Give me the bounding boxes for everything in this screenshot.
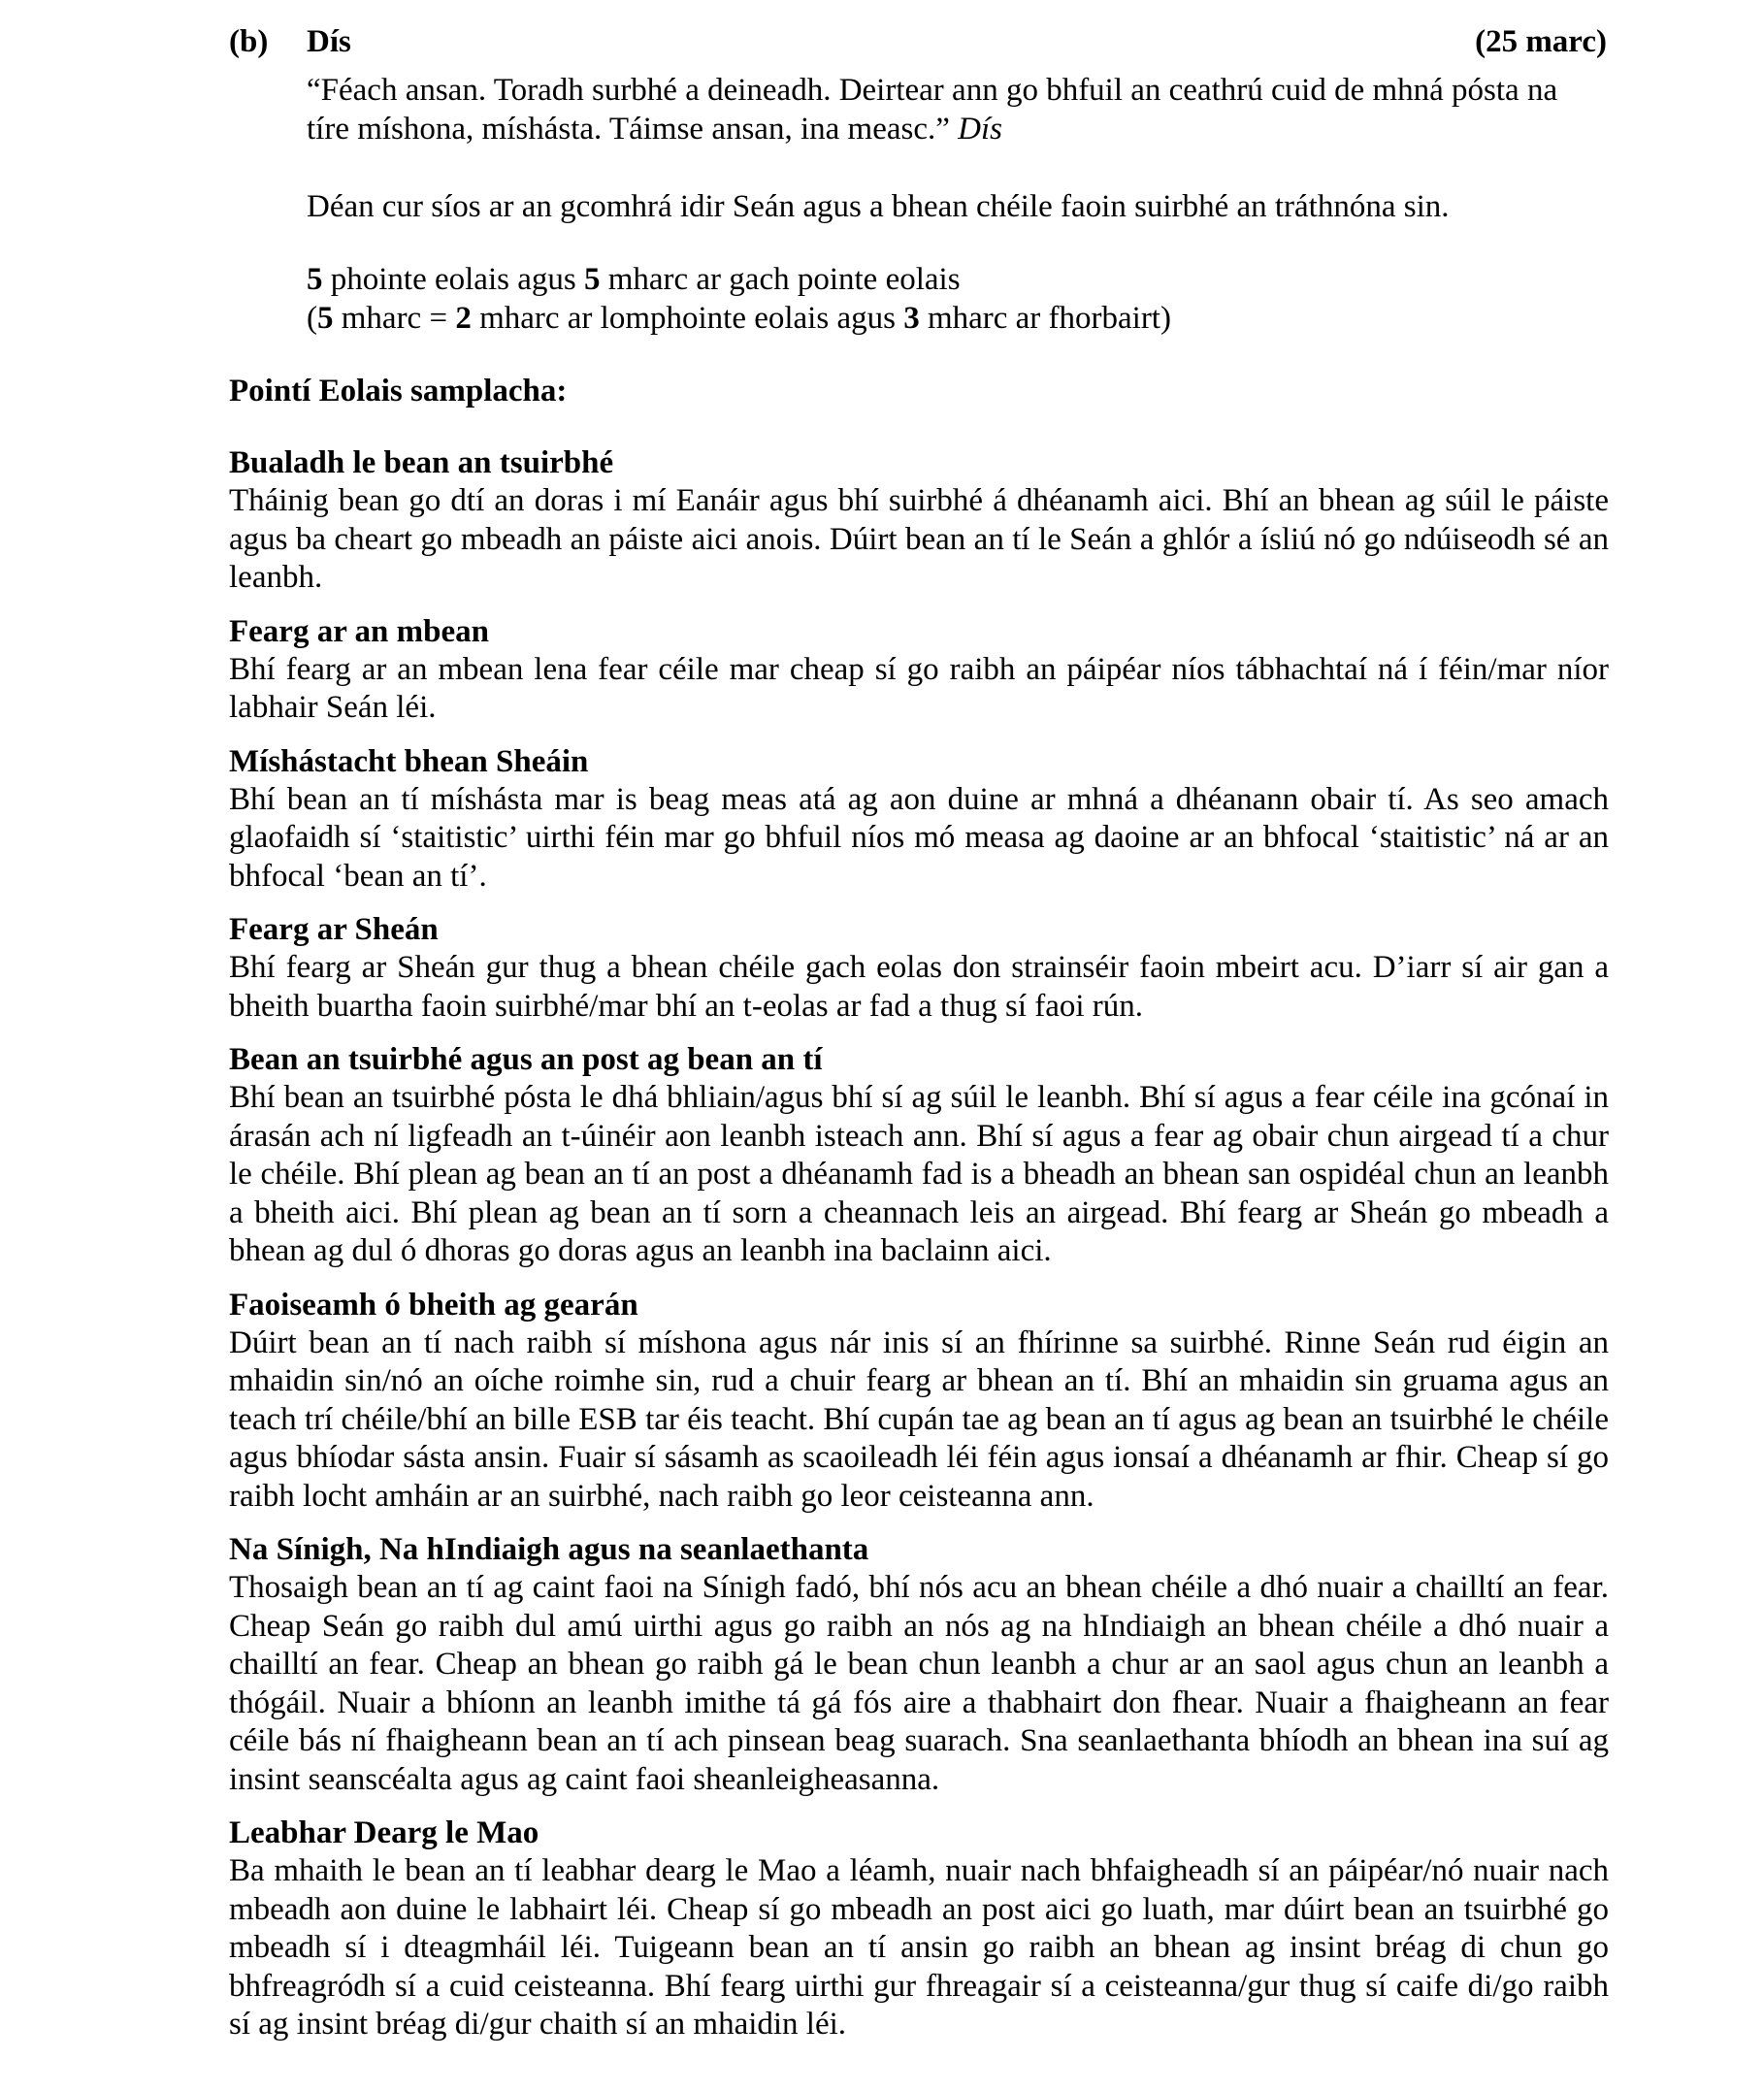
marking-scheme-line-2: (5 mharc = 2 mharc ar lomphointe eolais agus 3 mharc ar fhorbairt) — [307, 301, 1171, 336]
point-body: Bhí fearg ar Sheán gur thug a bhean chéile gach eolas don strainséir faoin mbeirt acu. D’iarr sí air gan a bheith buartha faoin suirbhé/mar bhí an t-eolas ar fad a thug sí faoi rún. — [229, 950, 1609, 1024]
sample-point — [229, 1531, 1609, 1799]
point-heading: Faoiseamh ó bheith ag gearán — [229, 1287, 638, 1323]
point-body: Ba mhaith le bean an tí leabhar dearg le Mao a léamh, nuair nach bhfaigheadh sí an páipéar/nó nuair nach mbeadh aon duine le labhairt léi. Cheap sí go mbeadh an post aici go luath, mar dúirt bean an tsuirbhé go mbeadh sí i dteagmháil léi. Tuigeann bean an tí ansin go raibh an bhean ag insint bréag di chun go bhfreagródh sí a cuid ceisteanna. Bhí fearg uirthi gur fhreagair sí a ceisteanna/gur thug sí caife di/go raibh sí ag insint bréag di/gur chaith sí an mhaidin léi. — [229, 1853, 1609, 2042]
sample-point — [229, 911, 1609, 1026]
question-marks: (25 marc) — [1475, 24, 1607, 59]
point-body: Bhí fearg ar an mbean lena fear céile mar cheap sí go raibh an páipéar níos tábhachtaí ná í féin/mar níor labhair Seán léi. — [229, 651, 1609, 725]
quote-paragraph — [307, 71, 1607, 148]
task-instruction: Déan cur síos ar an gcomhrá idir Seán agus a bhean chéile faoin suirbhé an tráthnóna sin. — [307, 189, 1450, 224]
point-body: Bhí bean an tí míshásta mar is beag meas atá ag aon duine ar mhná a dhéanann obair tí. As seo amach glaofaidh sí ‘staitistic’ uirthi féin mar go bhfuil níos mó measa ag daoine ar an bhfocal ‘staitistic’ ná ar an bhfocal ‘bean an tí’. — [229, 781, 1609, 894]
sample-point — [229, 1287, 1609, 1517]
sample-point — [229, 613, 1609, 728]
sample-points-title: Pointí Eolais samplacha: — [229, 374, 568, 409]
sample-point — [229, 743, 1609, 897]
question-title: Dís — [307, 24, 351, 59]
quote-source: Dís — [958, 112, 1002, 147]
quote-text: “Féach ansan. Toradh surbhé a deineadh. Deirtear ann go bhfuil an ceathrú cuid de mhná pósta na tíre míshona, míshásta. Táimse ansan, ina measc.” — [307, 73, 1558, 147]
point-heading: Fearg ar Sheán — [229, 912, 439, 947]
point-body: Bhí bean an tsuirbhé pósta le dhá bhliain/agus bhí sí ag súil le leanbh. Bhí sí agus a fear céile ina gcónaí in árasán ach ní ligfeadh an t-úinéir aon leanbh isteach ann. Bhí sí agus a fear ag obair chun airgead tí a chur le chéile. Bhí plean ag bean an tí an post a dhéanamh fad is a bheadh an bhean san ospidéal chun an leanbh a bheith aici. Bhí plean ag bean an tí sorn a cheannach leis an airgead. Bhí fearg ar Sheán go mbeadh a bhean ag dul ó dhoras go doras agus an leanbh ina baclainn aici. — [229, 1080, 1609, 1268]
point-body: Dúirt bean an tí nach raibh sí míshona agus nár inis sí an fhírinne sa suirbhé. Rinne Seán rud éigin an mhaidin sin/nó an oíche roimhe sin, rud a chuir fearg ar bhean an tí. Bhí an mhaidin sin gruama agus an teach trí chéile/bhí an bille ESB tar éis teacht. Bhí cupán tae ag bean an tí agus ag bean an tsuirbhé le chéile agus bhíodar sásta ansin. Fuair sí sásamh as scaoileadh léi féin agus ionsaí a dhéanamh ar fhir. Cheap sí go raibh locht amháin ar an suirbhé, nach raibh go leor ceisteanna ann. — [229, 1324, 1609, 1514]
point-heading: Na Sínigh, Na hIndiaigh agus na seanlaethanta — [229, 1532, 869, 1567]
point-body: Thosaigh bean an tí ag caint faoi na Sínigh fadó, bhí nós acu an bhean chéile a dhó nuair a chailltí an fear. Cheap Seán go raibh dul amú uirthi agus go raibh an nós ag na hIndiaigh an bhean chéile a dhó nuair a chailltí an fear. Cheap an bhean go raibh gá le bean chun leanbh a chur ar an saol agus chun an leanbh a thógáil. Nuair a bhíonn an leanbh imithe tá gá fós aire a thabhairt don fhear. Nuair a fhaigheann an fear céile bás ní fhaigheann bean an tí ach pinsean beag suarach. Sna seanlaethanta bhíodh an bhean ina suí ag insint seanscéalta agus ag caint faoi sheanleigheasanna. — [229, 1570, 1609, 1797]
question-header — [229, 19, 1607, 64]
point-heading: Leabhar Dearg le Mao — [229, 1815, 539, 1850]
point-heading: Míshástacht bhean Sheáin — [229, 743, 589, 779]
marking-scheme-line-1: 5 phointe eolais agus 5 mharc ar gach pointe eolais — [307, 262, 961, 297]
sample-points-list — [229, 444, 1609, 2060]
point-heading: Bualadh le bean an tsuirbhé — [229, 445, 614, 480]
sample-point — [229, 1041, 1609, 1271]
sample-point — [229, 1814, 1609, 2044]
point-heading: Fearg ar an mbean — [229, 613, 489, 649]
point-body: Tháinig bean go dtí an doras i mí Eanáir agus bhí suirbhé á dhéanamh aici. Bhí an bhean ag súil le páiste agus ba cheart go mbeadh an páiste aici anois. Dúirt bean an tí le Seán a ghlór a ísliú nó go ndúiseodh sé an leanbh. — [229, 483, 1609, 595]
question-label: (b) — [229, 24, 269, 59]
marking-scheme — [307, 260, 1607, 338]
point-heading: Bean an tsuirbhé agus an post ag bean an tí — [229, 1042, 823, 1077]
sample-point — [229, 444, 1609, 598]
